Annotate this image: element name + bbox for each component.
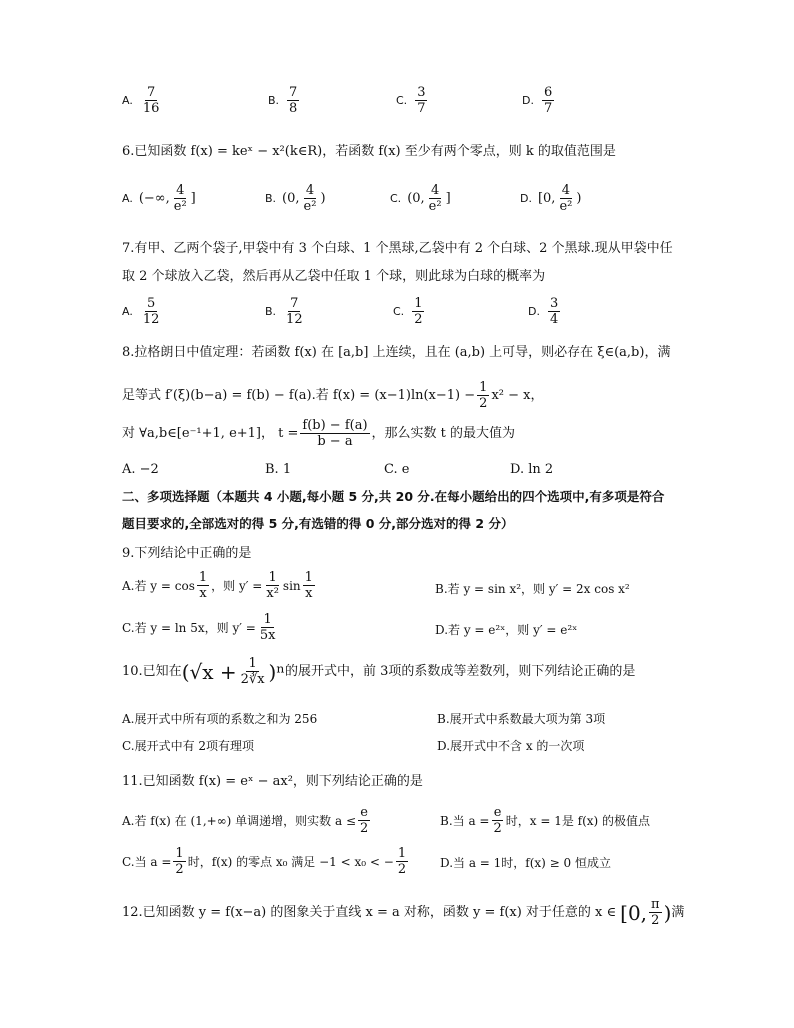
q10-stem: 10.已知在 (√x + $\frac{1}{2∛x}$ )ⁿ 的展开式中，前 3项的系数成等差数列，则下列结论正确的是: [122, 656, 636, 687]
fraction: $\frac{1}{\text{x²}}$: [266, 570, 279, 601]
q6-option-a[interactable]: A. (−∞, $\frac{4}{\text{e²}}$ ]: [122, 183, 196, 214]
fraction: $\frac{6}{7}$: [543, 85, 553, 116]
fraction: $\frac{1}{5x}$: [259, 612, 276, 643]
fraction: $\frac{1}{2}$: [175, 846, 184, 877]
fraction: $\frac{1}{x}$: [198, 570, 208, 601]
q8-option-c[interactable]: C. e: [384, 462, 410, 477]
fraction: $\frac{1}{x}$: [304, 570, 313, 601]
q7-option-c[interactable]: C. $\frac{1}{2}$: [393, 296, 423, 327]
fraction: $\frac{3}{7}$: [417, 85, 426, 116]
q9-option-c[interactable]: C.若 y = ln 5x，则 y′ = $\frac{1}{5x}$: [122, 612, 276, 643]
fraction: $\frac{1}{2}$: [414, 296, 423, 327]
q11-option-c[interactable]: C.当 a = $\frac{1}{2}$ 时，f(x) 的零点 x₀ 满足 −1 < x₀ < − $\frac{1}{2}$: [122, 846, 407, 877]
fraction: $\frac{1}{2}$: [479, 380, 488, 411]
fraction: $\frac{7}{12}$: [286, 296, 303, 327]
q6-stem: 6.已知函数 f(x) = keˣ − x²(k∈R)，若函数 f(x) 至少有两个零点，则 k 的取值范围是: [122, 144, 616, 159]
q7-option-d[interactable]: D. $\frac{3}{4}$: [528, 296, 559, 327]
q7-option-b[interactable]: B. $\frac{7}{12}$: [265, 296, 303, 327]
q6-option-c[interactable]: C. (0, $\frac{4}{\text{e²}}$ ]: [390, 183, 451, 214]
q6-option-d[interactable]: D. [0, $\frac{4}{\text{e²}}$ ): [520, 183, 582, 214]
q7-stem-line1: 7.有甲、乙两个袋子,甲袋中有 3 个白球、1 个黑球,乙袋中有 2 个白球、2 个黑球.现从甲袋中任: [122, 241, 673, 256]
q11-option-a[interactable]: A.若 f(x) 在 (1,+∞) 单调递增，则实数 a ≤ $\frac{e}{2}$: [122, 805, 369, 836]
q8-option-a[interactable]: A. −2: [122, 462, 159, 477]
q10-option-c[interactable]: C.展开式中有 2项有理项: [122, 739, 255, 753]
fraction: $\frac{f(b) - f(a)}{b - a}$: [302, 418, 368, 449]
fraction: $\frac{1}{2}$: [397, 846, 407, 877]
q5-option-c[interactable]: C. $\frac{3}{7}$: [396, 85, 426, 116]
fraction: $\frac{4}{\text{e²}}$: [559, 183, 573, 214]
q10-option-a[interactable]: A.展开式中所有项的系数之和为 256: [122, 712, 318, 726]
fraction: $\frac{\pi}{2}$: [651, 897, 660, 928]
q8-option-d[interactable]: D. ln 2: [510, 462, 554, 477]
q9-option-d[interactable]: D.若 y = e²ˣ，则 y′ = e²ˣ: [435, 623, 578, 637]
q7-option-a[interactable]: A. $\frac{5}{12}$: [122, 296, 160, 327]
q10-option-d[interactable]: D.展开式中不含 x 的一次项: [437, 739, 585, 753]
q5-option-d[interactable]: D. $\frac{6}{7}$: [522, 85, 553, 116]
q6-option-b[interactable]: B. (0, $\frac{4}{\text{e²}}$ ): [265, 183, 326, 214]
q9-stem: 9.下列结论中正确的是: [122, 546, 252, 561]
q10-option-b[interactable]: B.展开式中系数最大项为第 3项: [437, 712, 606, 726]
q9-option-b[interactable]: B.若 y = sin x²，则 y′ = 2x cos x²: [435, 582, 630, 596]
q8-stem-line1: 8.拉格朗日中值定理：若函数 f(x) 在 [a,b] 上连续，且在 (a,b) 上可导，则必存在 ξ∈(a,b)，满: [122, 345, 671, 360]
q8-stem-line2: 足等式 f′(ξ)(b−a) = f(b) − f(a).若 f(x) = (x−1)ln(x−1) − $\frac{1}{2}$ x² − x，: [122, 380, 544, 411]
q8-stem-line3: 对 ∀a,b∈[e⁻¹+1, e+1]， t = $\frac{f(b) - f(a)}{b - a}$ ，那么实数 t 的最大值为: [122, 418, 516, 449]
q9-option-a[interactable]: A.若 y = cos $\frac{1}{x}$ ，则 y′ = $\frac{1}{\text{x²}}$ sin $\frac{1}{x}$: [122, 570, 313, 601]
section-heading-line1: 二、多项选择题（本题共 4 小题,每小题 5 分,共 20 分.在每小题给出的四个选项中,有多项是符合: [122, 489, 665, 504]
fraction: $\frac{1}{2∛x}$: [240, 656, 265, 687]
fraction: $\frac{e}{2}$: [493, 805, 502, 836]
fraction: $\frac{7}{8}$: [289, 85, 298, 116]
q11-option-d[interactable]: D.当 a = 1时，f(x) ≥ 0 恒成立: [440, 856, 612, 870]
q11-option-b[interactable]: B.当 a = $\frac{e}{2}$ 时，x = 1是 f(x) 的极值点: [440, 805, 651, 836]
fraction: $\frac{e}{2}$: [360, 805, 369, 836]
fraction: $\frac{3}{4}$: [549, 296, 559, 327]
fraction: $\frac{4}{\text{e²}}$: [303, 183, 317, 214]
fraction: $\frac{4}{\text{e²}}$: [173, 183, 187, 214]
q8-option-b[interactable]: B. 1: [265, 462, 292, 477]
q7-stem-line2: 取 2 个球放入乙袋，然后再从乙袋中任取 1 个球，则此球为白球的概率为: [122, 269, 546, 284]
q11-stem: 11.已知函数 f(x) = eˣ − ax²，则下列结论正确的是: [122, 774, 423, 789]
q12-stem: 12.已知函数 y = f(x−a) 的图象关于直线 x = a 对称，函数 y = f(x) 对于任意的 x ∈ [0, $\frac{\pi}{2}$ ) 满: [122, 897, 685, 928]
fraction: $\frac{5}{12}$: [142, 296, 160, 327]
section-heading-line2: 题目要求的,全部选对的得 5 分,有选错的得 0 分,部分选对的得 2 分）: [122, 516, 514, 531]
fraction: $\frac{4}{\text{e²}}$: [428, 183, 442, 214]
q5-option-b[interactable]: B. $\frac{7}{8}$: [268, 85, 298, 116]
q5-option-a[interactable]: A. $\frac{7}{16}$: [122, 85, 160, 116]
fraction: $\frac{7}{16}$: [142, 85, 160, 116]
